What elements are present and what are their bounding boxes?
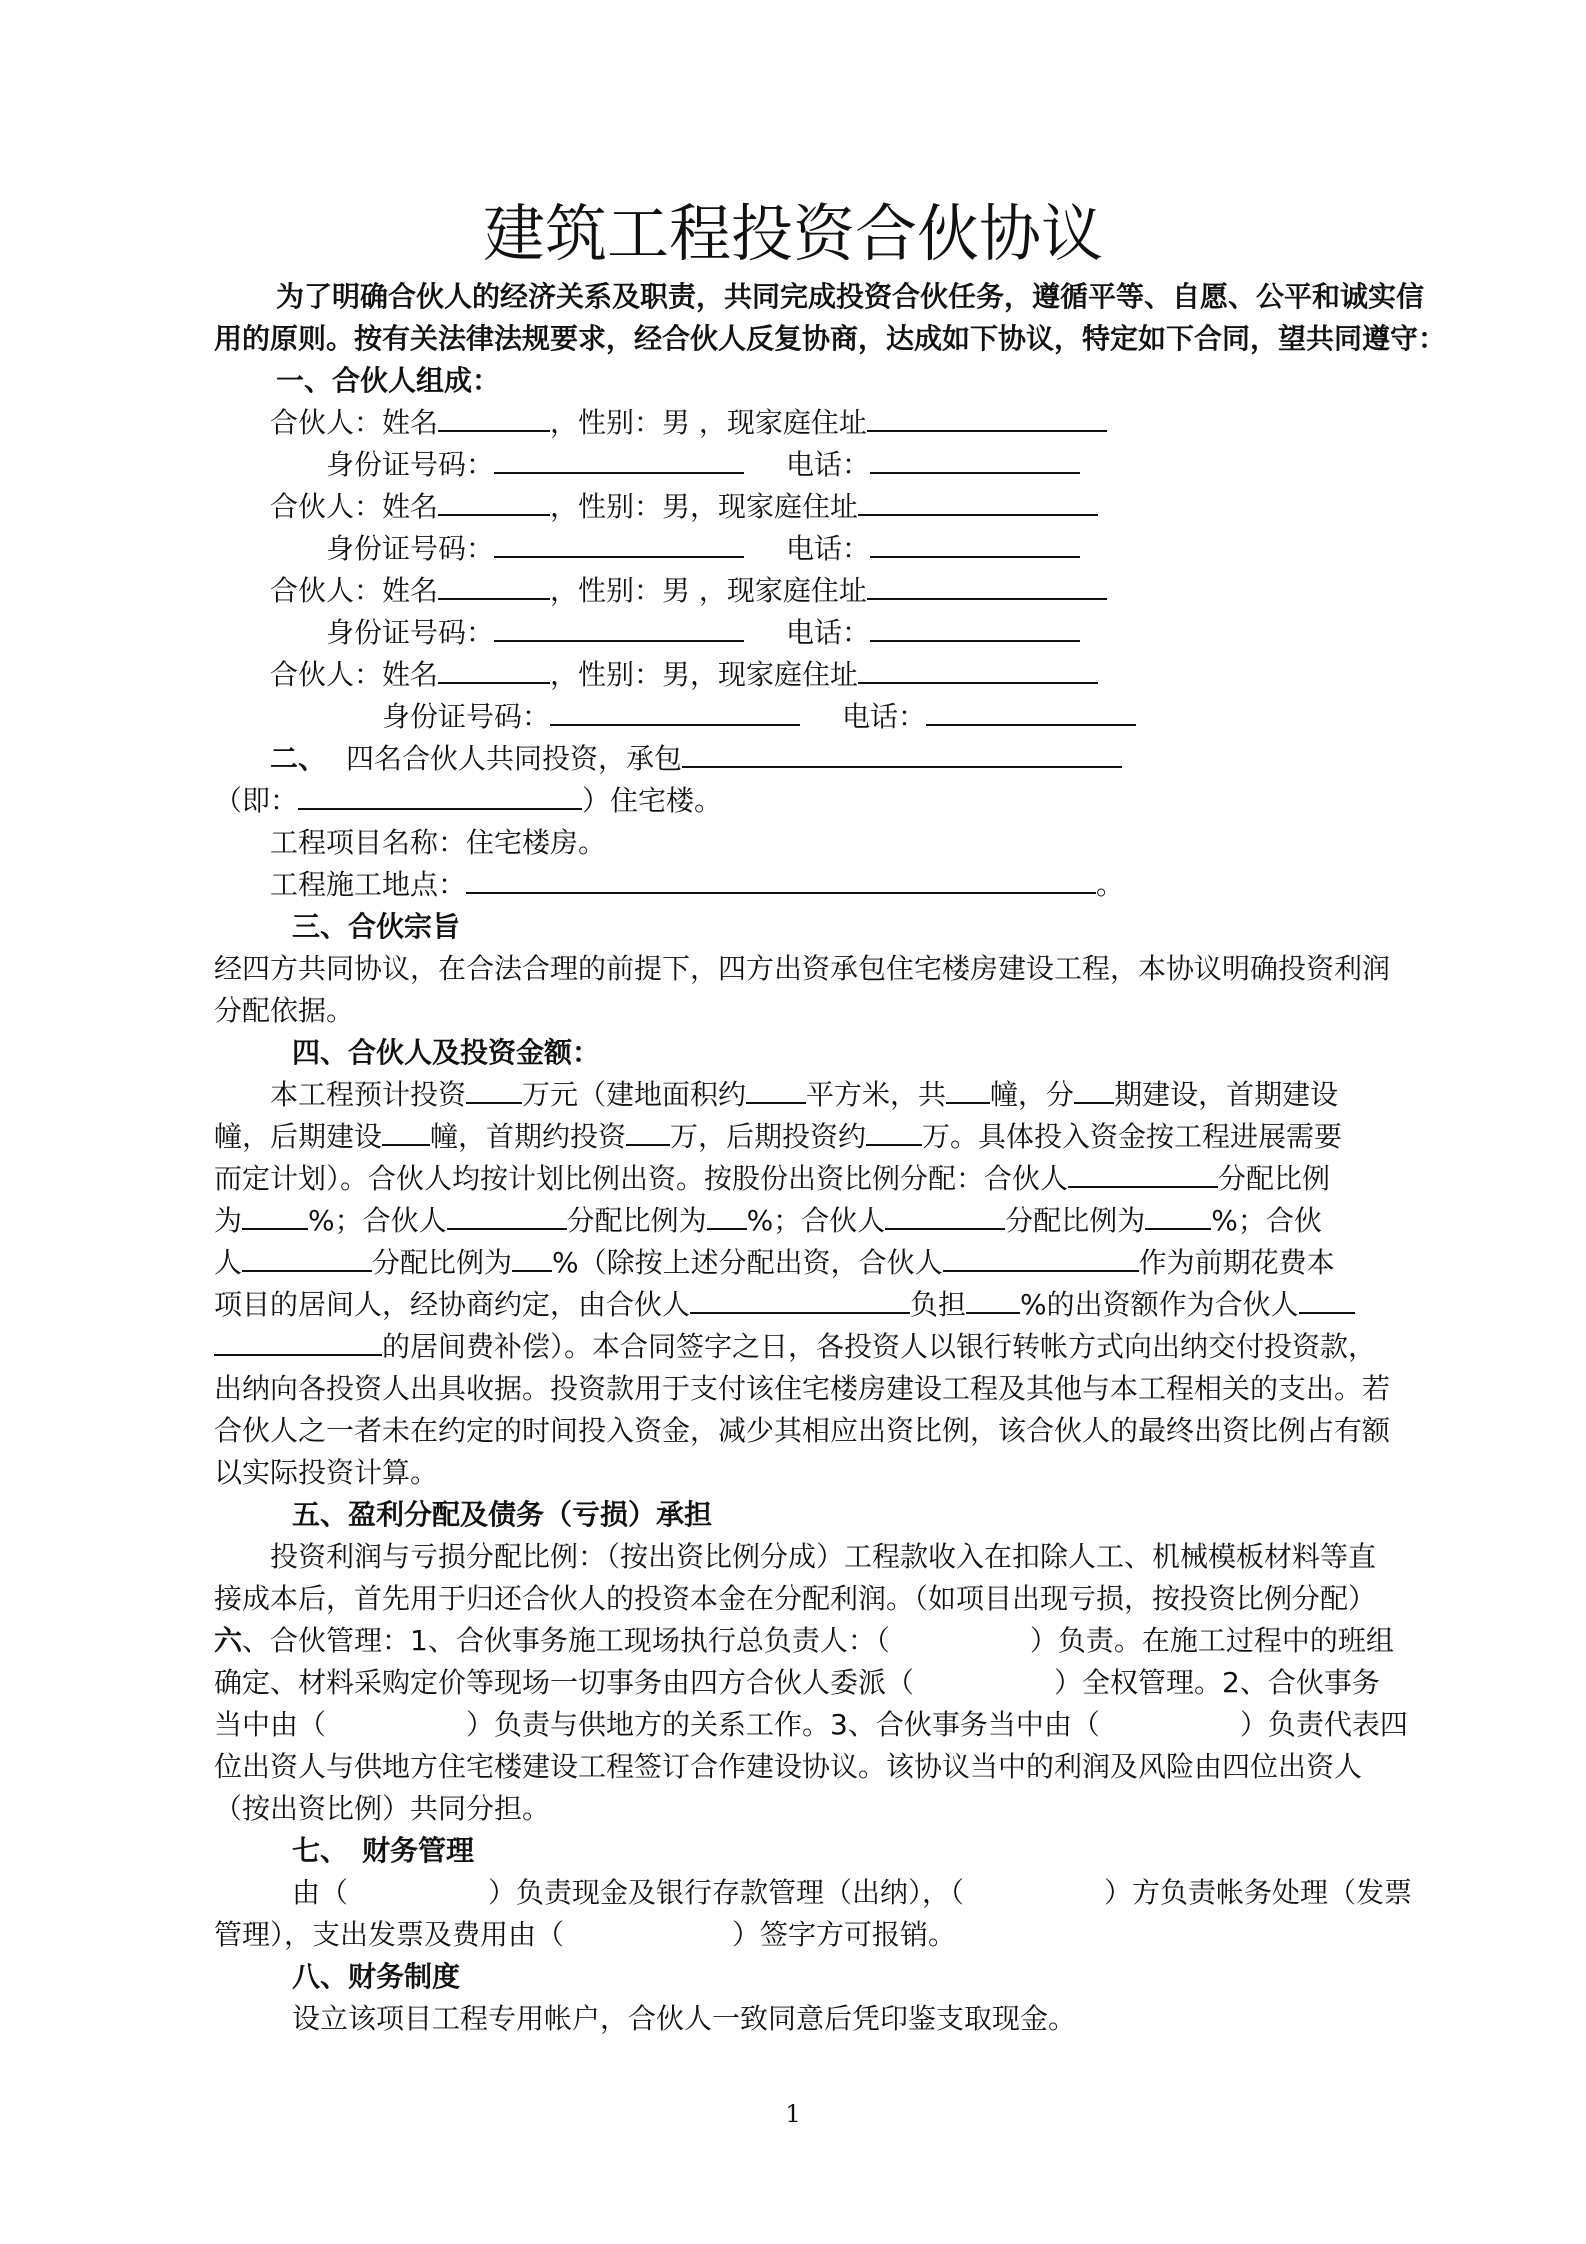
section-3-line-1: 经四方共同协议，在合法合理的前提下，四方出资承包住宅楼房建设工程，本协议明确投资利润 (214, 952, 1391, 985)
section-6-heading: 六 (214, 1624, 243, 1657)
section-6-line-5: （按出资比例）共同分担。 (214, 1792, 551, 1825)
section-4-line-2: 幢，后期建设 幢，首期约投资 万，后期投资约 万。具体投入资金按工程进展需要 (214, 1120, 1343, 1153)
section-4-line-1: 本工程预计投资 万元（建地面积约 平方米，共 幢，分 期建设，首期建设 (270, 1078, 1339, 1111)
section-4-line-7: 的居间费补偿）。本合同签字之日，各投资人以银行转帐方式向出纳交付投资款， (214, 1330, 1376, 1364)
section-1-heading: 一、合伙人组成： (276, 364, 501, 397)
partner-1-line: 合伙人：姓名 ，性别：男 ，现家庭住址 (270, 406, 1107, 440)
intro-line-1: 为了明确合伙人的经济关系及职责，共同完成投资合伙任务，遵循平等、自愿、公平和诚实信 (276, 280, 1425, 313)
partner-4-id-line: 身份证号码： 电话： (382, 700, 1136, 734)
intro-line-2: 用的原则。按有关法律法规要求，经合伙人反复协商，达成如下协议，特定如下合同，望共同遵守： (214, 322, 1447, 355)
partner-2-line: 合伙人：姓名 ，性别：男，现家庭住址 (270, 490, 1098, 524)
section-6-line-4: 位出资人与供地方住宅楼建设工程签订合作建设协议。该协议当中的利润及风险由四位出资人 (214, 1750, 1363, 1783)
partner-4-line: 合伙人：姓名 ，性别：男，现家庭住址 (270, 658, 1098, 692)
section-5-heading: 五、盈利分配及债务（亏损）承担 (292, 1498, 713, 1531)
section-3-heading: 三、合伙宗旨 (292, 910, 461, 943)
section-2-line-1: 二、 四名合伙人共同投资，承包 (270, 742, 1122, 776)
section-7-line-2: 管理），支出发票及费用由（ ）签字方可报销。 (214, 1918, 957, 1951)
section-7-line-1: 由（ ）负责现金及银行存款管理（出纳），（ ）方负责帐务处理（发票 (292, 1876, 1413, 1909)
partner-1-id-line: 身份证号码： 电话： (326, 448, 1080, 482)
section-4-line-8: 出纳向各投资人出具收据。投资款用于支付该住宅楼房建设工程及其他与本工程相关的支出。若 (214, 1372, 1391, 1405)
section-7-heading: 七、 财务管理 (292, 1834, 475, 1867)
section-4-line-3: 而定计划）。合伙人均按计划比例出资。按股份出资比例分配：合伙人 分配比例 (214, 1162, 1331, 1195)
section-5-line-2: 接成本后，首先用于归还合伙人的投资本金在分配利润。（如项目出现亏损，按投资比例分配） (214, 1582, 1377, 1615)
section-6-line-2: 确定、材料采购定价等现场一切事务由四方合伙人委派（ ）全权管理。2、合伙事务 (214, 1666, 1380, 1699)
section-4-line-5: 人 分配比例为 %（除按上述分配出资，合伙人 作为前期花费本 (214, 1246, 1335, 1279)
section-6-line-3: 当中由（ ）负责与供地方的关系工作。3、合伙事务当中由（ ）负责代表四 (214, 1708, 1408, 1741)
project-name-line: 工程项目名称：住宅楼房。 (270, 826, 607, 859)
partner-2-id-line: 身份证号码： 电话： (326, 532, 1080, 566)
section-2-line-2: （即： ）住宅楼。 (214, 784, 723, 817)
partner-3-line: 合伙人：姓名 ，性别：男 ，现家庭住址 (270, 574, 1107, 608)
partner-3-id-line: 身份证号码： 电话： (326, 616, 1080, 650)
section-4-line-4: 为 %；合伙人 分配比例为 %；合伙人 分配比例为 %；合伙 (214, 1204, 1322, 1237)
section-5-line-1: 投资利润与亏损分配比例：（按出资比例分成）工程款收入在扣除人工、机械模板材料等直 (270, 1540, 1377, 1573)
section-8-line-1: 设立该项目工程专用帐户，合伙人一致同意后凭印鉴支取现金。 (292, 2002, 1077, 2035)
page-number: 1 (785, 2100, 801, 2128)
section-4-line-10: 以实际投资计算。 (214, 1456, 439, 1489)
section-4-line-9: 合伙人之一者未在约定的时间投入资金，减少其相应出资比例，该合伙人的最终出资比例占有额 (214, 1414, 1391, 1447)
project-site-line: 工程施工地点： 。 (270, 868, 1125, 901)
section-4-line-6: 项目的居间人，经协商约定，由合伙人 负担 %的出资额作为合伙人 (214, 1288, 1355, 1322)
section-8-heading: 八、财务制度 (292, 1960, 461, 1993)
section-3-line-2: 分配依据。 (214, 994, 355, 1027)
document-title: 建筑工程投资合伙协议 (482, 197, 1103, 270)
section-6-line-1: 六、合伙管理：1、合伙事务施工现场执行总负责人：（ ）负责。在施工过程中的班组 (214, 1624, 1394, 1657)
section-4-heading: 四、合伙人及投资金额： (292, 1036, 601, 1069)
